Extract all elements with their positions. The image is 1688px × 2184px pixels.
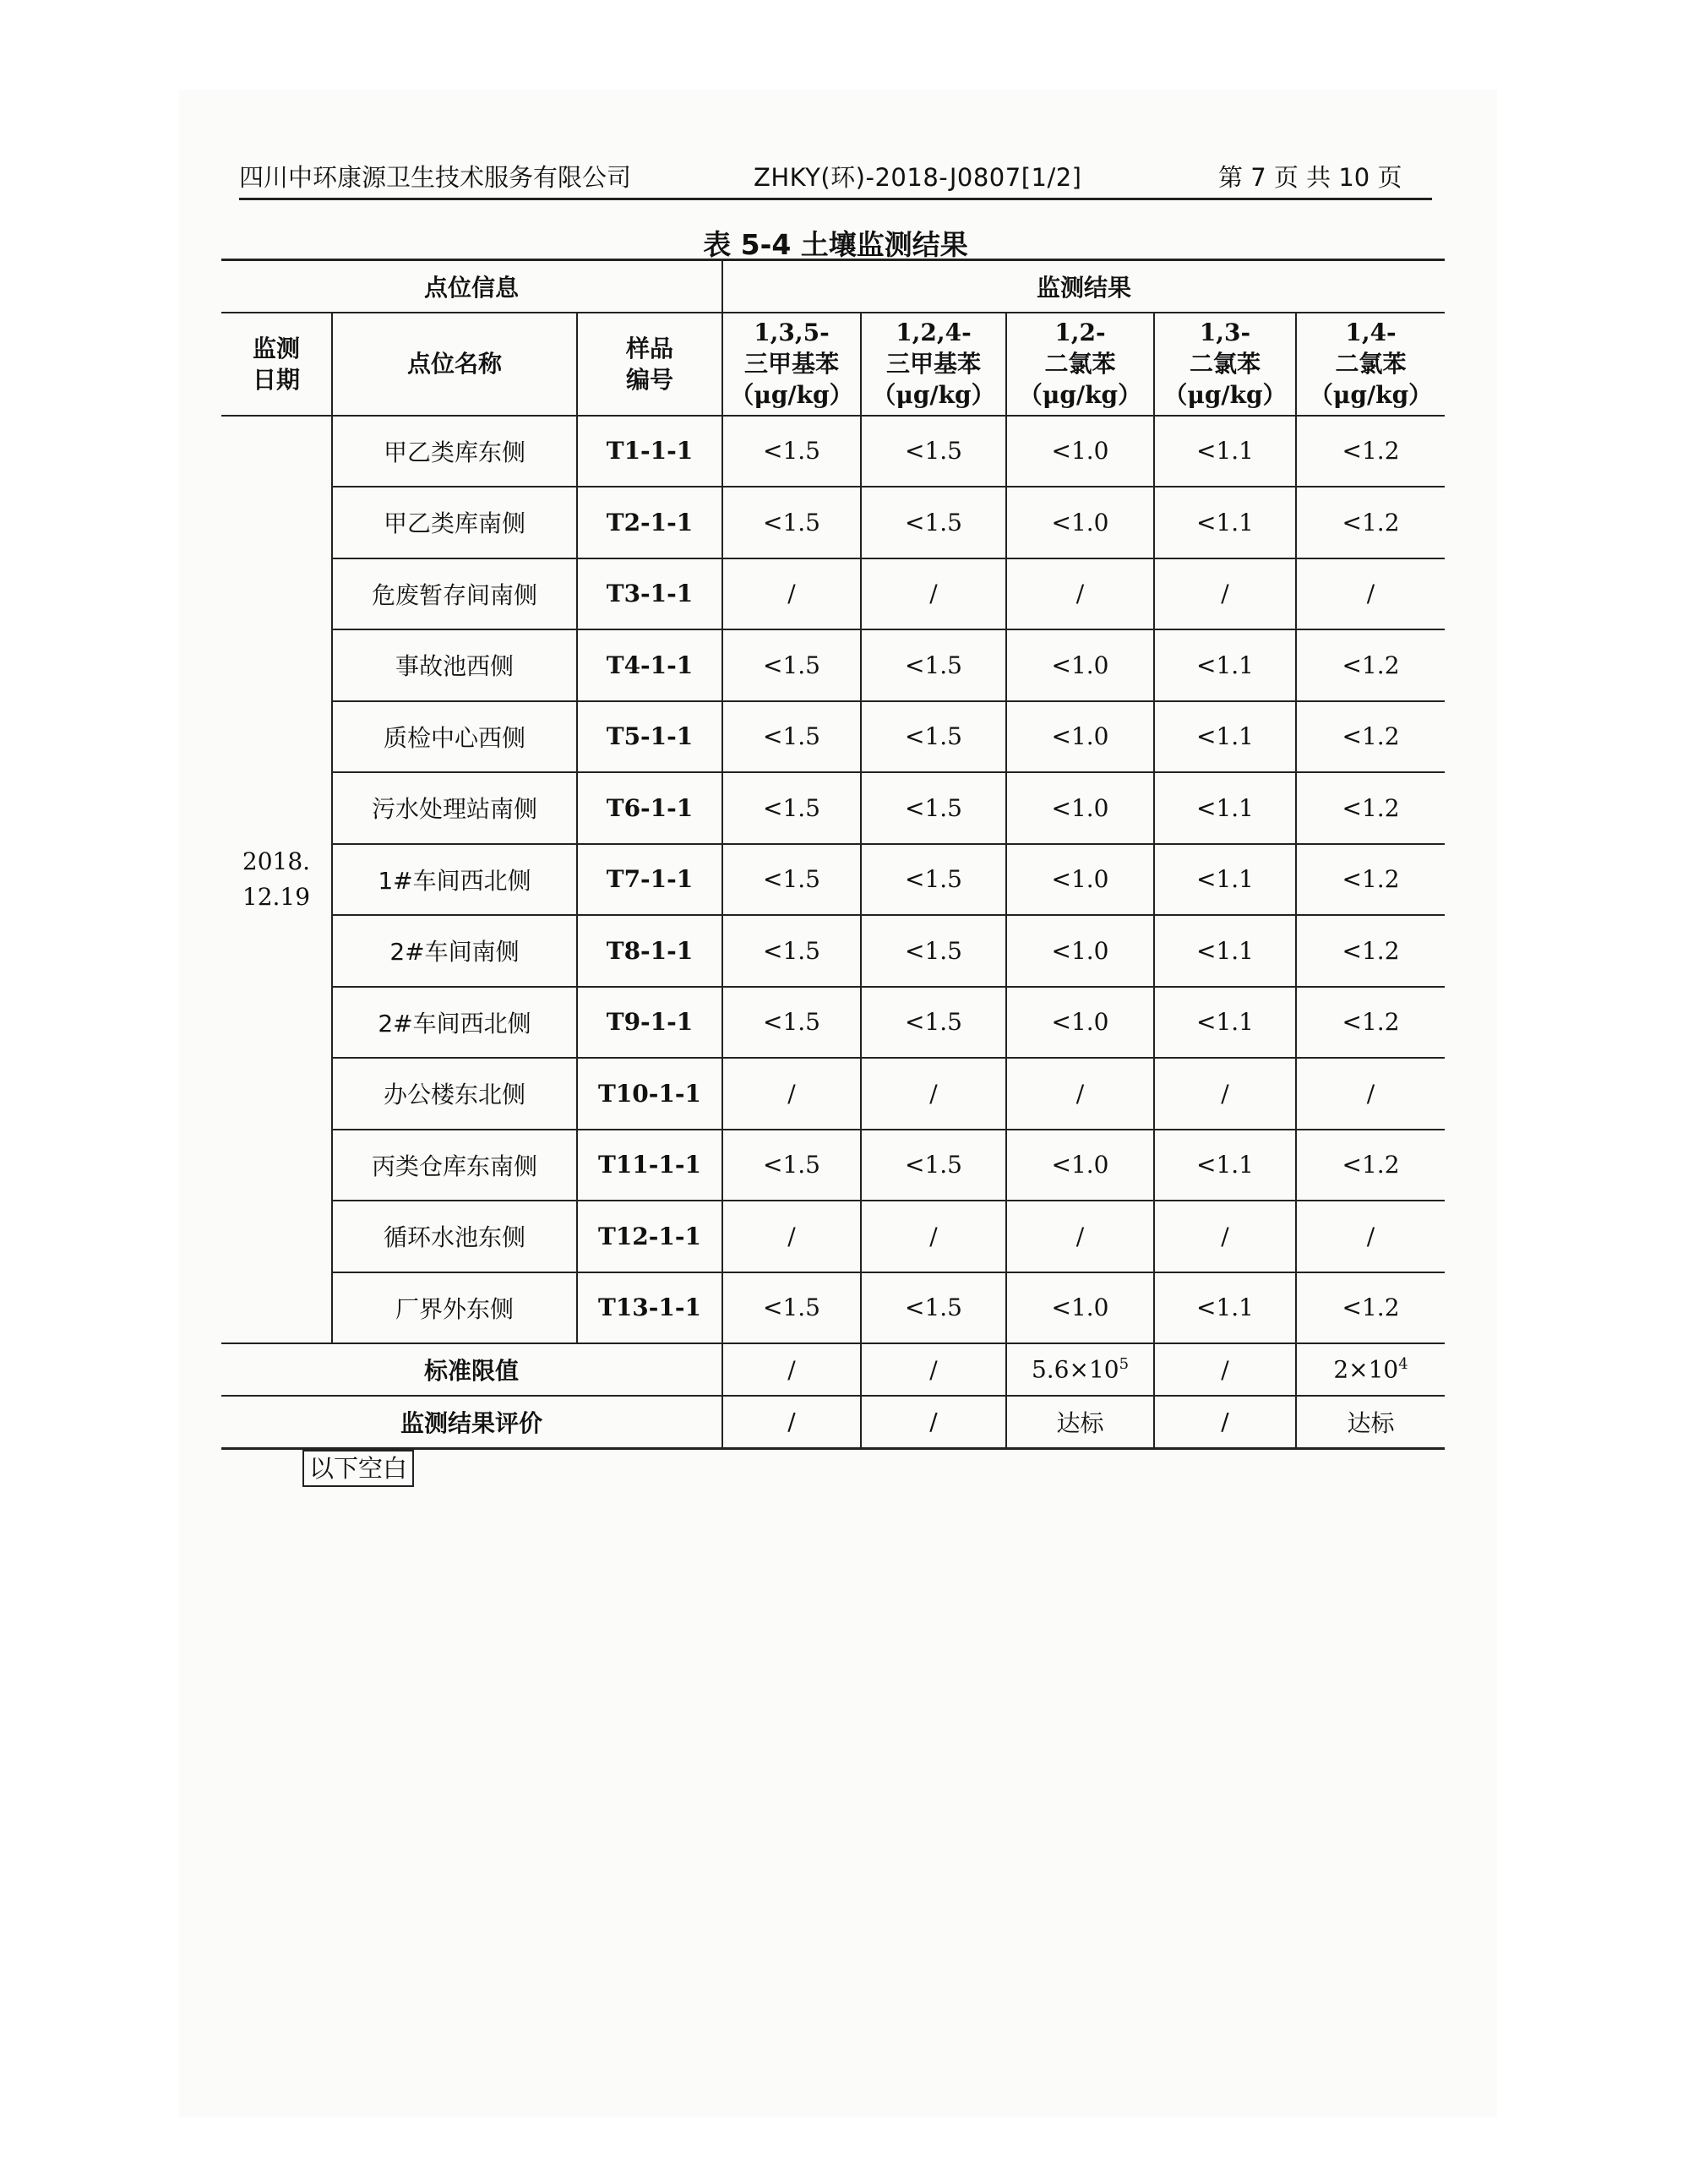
soil-monitoring-table (221, 259, 1445, 1450)
result-value-cell: <1.1 (1154, 987, 1296, 1059)
table-row (221, 416, 1445, 487)
limit-base: 2×10 (1333, 1355, 1399, 1384)
result-value-cell: <1.0 (1006, 629, 1154, 701)
result-value-cell: <1.1 (1154, 772, 1296, 844)
result-value-cell: <1.0 (1006, 772, 1154, 844)
result-value-cell: <1.5 (722, 987, 861, 1059)
evaluation-row (221, 1396, 1445, 1448)
table-row (221, 558, 1445, 630)
result-value-cell: <1.0 (1006, 915, 1154, 987)
end-of-content-note: 以下空白 (302, 1450, 414, 1487)
sample-code-cell: T6-1-1 (577, 772, 722, 844)
point-name-cell: 甲乙类库南侧 (332, 487, 577, 558)
point-name-cell: 甲乙类库东侧 (332, 416, 577, 487)
sample-code-cell: T5-1-1 (577, 701, 722, 773)
result-value-cell: <1.5 (722, 701, 861, 773)
point-name-cell: 事故池西侧 (332, 629, 577, 701)
result-value-cell: <1.5 (861, 1272, 1006, 1344)
result-value-cell: <1.5 (722, 915, 861, 987)
limit-base: / (929, 1355, 938, 1384)
result-value-cell: <1.0 (1006, 701, 1154, 773)
result-value-cell: <1.1 (1154, 487, 1296, 558)
sample-code-cell: T4-1-1 (577, 629, 722, 701)
result-value-cell: <1.5 (722, 772, 861, 844)
standard-limit-value (861, 1343, 1006, 1396)
header-analyte: 1,3- 二氯苯 （μg/kg） (1154, 313, 1296, 416)
monitoring-date-cell: 2018. 12.19 (221, 416, 332, 1344)
result-value-cell: <1.2 (1296, 701, 1445, 773)
result-value-cell: <1.5 (861, 629, 1006, 701)
result-value-cell: <1.1 (1154, 915, 1296, 987)
header-analyte: 1,2- 二氯苯 （μg/kg） (1006, 313, 1154, 416)
evaluation-value: 达标 (1296, 1396, 1445, 1448)
result-value-cell: <1.5 (861, 1130, 1006, 1201)
result-value-cell: <1.0 (1006, 844, 1154, 916)
result-value-cell: <1.5 (722, 416, 861, 487)
limit-base: / (1221, 1355, 1229, 1384)
result-value-cell: <1.0 (1006, 1272, 1154, 1344)
result-value-cell: / (861, 1201, 1006, 1272)
header-page-number: 第 7 页 共 10 页 (1218, 163, 1402, 192)
table-row (221, 629, 1445, 701)
header-analyte: 1,2,4- 三甲基苯 （μg/kg） (861, 313, 1006, 416)
result-value-cell: <1.2 (1296, 487, 1445, 558)
result-value-cell: <1.2 (1296, 1130, 1445, 1201)
result-value-cell: / (861, 558, 1006, 630)
result-value-cell: <1.5 (722, 1130, 861, 1201)
result-value-cell: / (722, 558, 861, 630)
header-group-results: 监测结果 (722, 260, 1445, 313)
point-name-cell: 质检中心西侧 (332, 701, 577, 773)
result-value-cell: <1.5 (861, 487, 1006, 558)
table-row (221, 844, 1445, 916)
result-value-cell: / (1154, 558, 1296, 630)
result-value-cell: <1.2 (1296, 844, 1445, 916)
evaluation-value: / (1154, 1396, 1296, 1448)
header-point-name: 点位名称 (332, 313, 577, 416)
standard-limit-value (722, 1343, 861, 1396)
result-value-cell: / (1296, 558, 1445, 630)
table-row (221, 772, 1445, 844)
evaluation-label: 监测结果评价 (221, 1396, 722, 1448)
result-value-cell: <1.5 (861, 987, 1006, 1059)
header-company: 四川中环康源卫生技术服务有限公司 (239, 163, 632, 192)
result-value-cell: <1.1 (1154, 416, 1296, 487)
result-value-cell: <1.2 (1296, 987, 1445, 1059)
header-analyte: 1,3,5- 三甲基苯 （μg/kg） (722, 313, 861, 416)
standard-limit-label: 标准限值 (221, 1343, 722, 1396)
result-value-cell: / (1154, 1058, 1296, 1130)
standard-limit-value (1296, 1343, 1445, 1396)
table-row (221, 1201, 1445, 1272)
limit-base: 5.6×10 (1031, 1355, 1119, 1384)
result-value-cell: <1.5 (722, 487, 861, 558)
sample-code-cell: T11-1-1 (577, 1130, 722, 1201)
table-row (221, 1130, 1445, 1201)
result-value-cell: <1.1 (1154, 629, 1296, 701)
evaluation-value: 达标 (1006, 1396, 1154, 1448)
result-value-cell: / (1296, 1058, 1445, 1130)
result-value-cell: <1.0 (1006, 487, 1154, 558)
limit-base: / (787, 1355, 796, 1384)
sample-code-cell: T13-1-1 (577, 1272, 722, 1344)
evaluation-value: / (722, 1396, 861, 1448)
result-value-cell: <1.0 (1006, 987, 1154, 1059)
header-sample-code: 样品 编号 (577, 313, 722, 416)
limit-exponent: 4 (1398, 1355, 1408, 1374)
table-title: 表 5-4 土壤监测结果 (703, 228, 968, 261)
standard-limit-row (221, 1343, 1445, 1396)
standard-limit-value (1006, 1343, 1154, 1396)
point-name-cell: 污水处理站南侧 (332, 772, 577, 844)
sample-code-cell: T10-1-1 (577, 1058, 722, 1130)
result-value-cell: <1.1 (1154, 1272, 1296, 1344)
sample-code-cell: T9-1-1 (577, 987, 722, 1059)
header-monitoring-date: 监测 日期 (221, 313, 332, 416)
result-value-cell: <1.5 (722, 844, 861, 916)
result-value-cell: <1.2 (1296, 1272, 1445, 1344)
sample-code-cell: T7-1-1 (577, 844, 722, 916)
result-value-cell: / (1006, 558, 1154, 630)
header-group-info: 点位信息 (221, 260, 722, 313)
sample-code-cell: T2-1-1 (577, 487, 722, 558)
result-value-cell: <1.1 (1154, 1130, 1296, 1201)
point-name-cell: 危废暂存间南侧 (332, 558, 577, 630)
result-value-cell: <1.2 (1296, 772, 1445, 844)
table-row (221, 487, 1445, 558)
table-row (221, 1272, 1445, 1344)
result-value-cell: / (722, 1201, 861, 1272)
point-name-cell: 2#车间西北侧 (332, 987, 577, 1059)
result-value-cell: <1.0 (1006, 416, 1154, 487)
result-value-cell: <1.5 (861, 844, 1006, 916)
point-name-cell: 1#车间西北侧 (332, 844, 577, 916)
header-report-number: ZHKY(环)-2018-J0807[1/2] (754, 163, 1082, 192)
table-row (221, 1058, 1445, 1130)
standard-limit-value (1154, 1343, 1296, 1396)
header-divider (239, 198, 1432, 200)
result-value-cell: <1.0 (1006, 1130, 1154, 1201)
result-value-cell: / (1154, 1201, 1296, 1272)
limit-exponent: 5 (1119, 1355, 1130, 1374)
evaluation-value: / (861, 1396, 1006, 1448)
table-row (221, 915, 1445, 987)
table-row (221, 987, 1445, 1059)
result-value-cell: <1.2 (1296, 629, 1445, 701)
result-value-cell: / (1296, 1201, 1445, 1272)
point-name-cell: 丙类仓库东南侧 (332, 1130, 577, 1201)
result-value-cell: <1.5 (861, 915, 1006, 987)
sample-code-cell: T1-1-1 (577, 416, 722, 487)
result-value-cell: <1.1 (1154, 701, 1296, 773)
result-value-cell: <1.5 (861, 772, 1006, 844)
point-name-cell: 厂界外东侧 (332, 1272, 577, 1344)
result-value-cell: <1.2 (1296, 915, 1445, 987)
sample-code-cell: T8-1-1 (577, 915, 722, 987)
result-value-cell: / (722, 1058, 861, 1130)
result-value-cell: / (1006, 1058, 1154, 1130)
point-name-cell: 办公楼东北侧 (332, 1058, 577, 1130)
header-analyte: 1,4- 二氯苯 （μg/kg） (1296, 313, 1445, 416)
result-value-cell: <1.2 (1296, 416, 1445, 487)
result-value-cell: <1.5 (861, 416, 1006, 487)
result-value-cell: <1.5 (861, 701, 1006, 773)
result-value-cell: <1.1 (1154, 844, 1296, 916)
result-value-cell: <1.5 (722, 1272, 861, 1344)
table-row (221, 701, 1445, 773)
point-name-cell: 循环水池东侧 (332, 1201, 577, 1272)
result-value-cell: <1.5 (722, 629, 861, 701)
sample-code-cell: T12-1-1 (577, 1201, 722, 1272)
result-value-cell: / (1006, 1201, 1154, 1272)
result-value-cell: / (861, 1058, 1006, 1130)
point-name-cell: 2#车间南侧 (332, 915, 577, 987)
sample-code-cell: T3-1-1 (577, 558, 722, 630)
